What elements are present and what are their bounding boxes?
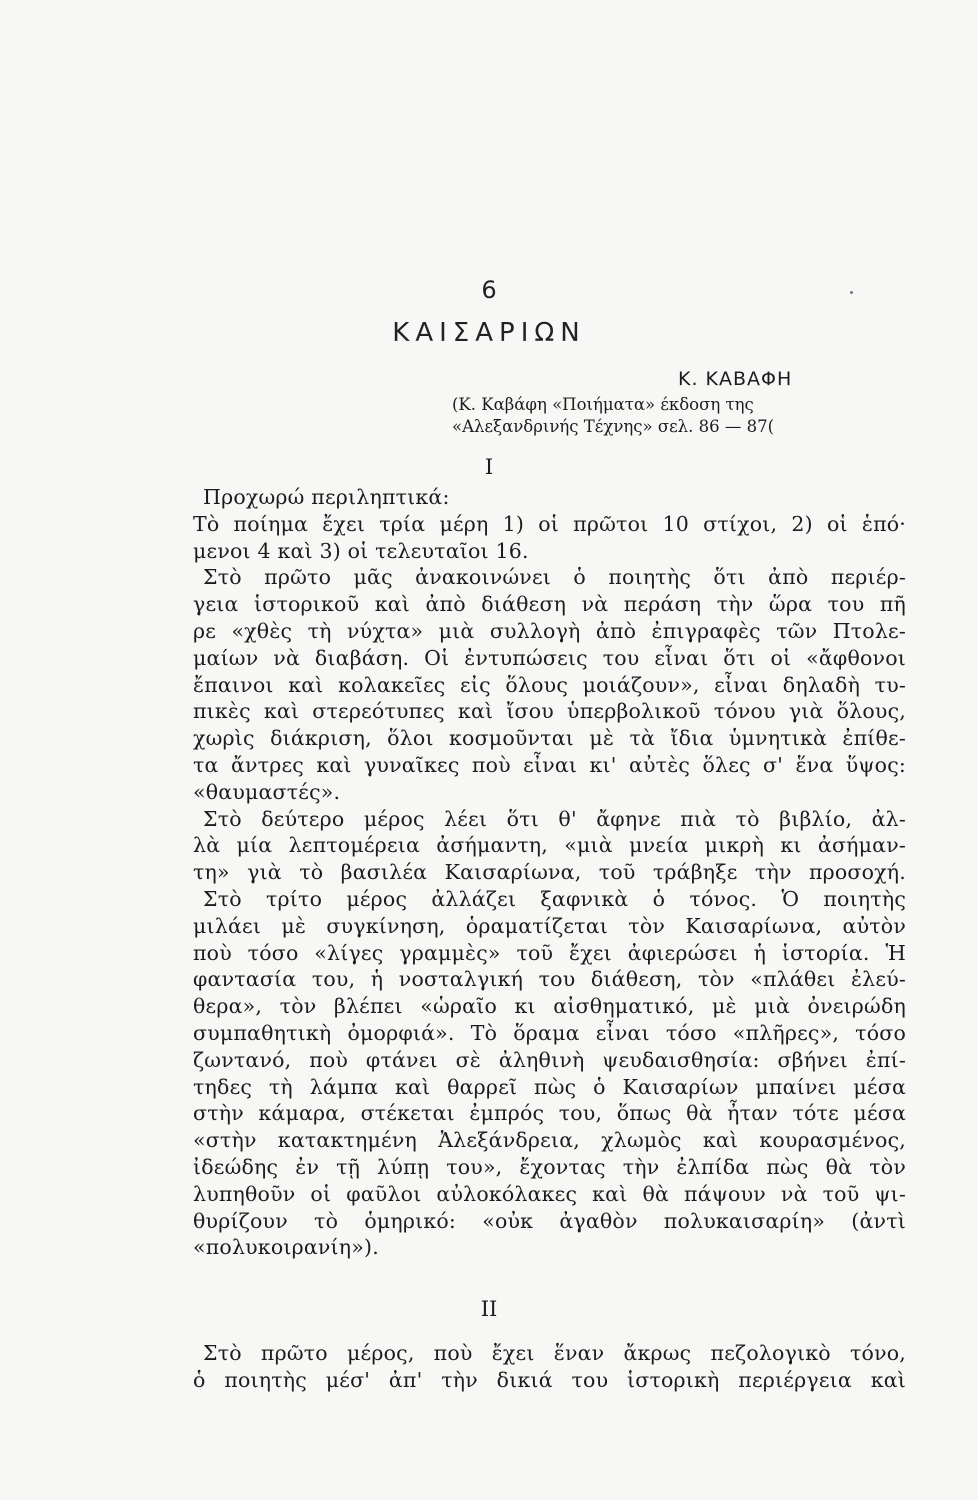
text-line: πικὲς καὶ στερεότυπες καὶ ἴσου ὑπερβολικοῦ τόνου γιὰ ὅλους, xyxy=(193,699,906,724)
text-line: ρε «χθὲς τὴ νύχτα» μιὰ συλλογὴ ἀπὸ ἐπιγραφὲς τῶν Πτολε- xyxy=(193,618,906,643)
text-line: Στὸ τρίτο μέρος ἀλλάζει ξαφνικὰ ὁ τόνος. Ὁ ποιητὴς xyxy=(203,886,906,911)
text-line: λὰ μία λεπτομέρεια ἀσήμαντη, «μιὰ μνεία μικρὴ κι ἀσήμαν- xyxy=(193,833,906,858)
text-line: μιλάει μὲ συγκίνηση, ὁραματίζεται τὸν Καισαρίωνα, αὐτὸν xyxy=(193,913,906,938)
text-line: τη» γιὰ τὸ βασιλέα Καισαρίωνα, τοῦ τράβηξε τὴν προσοχή. xyxy=(193,860,906,885)
text-line: ἔπαινοι καὶ κολακεῖες εἰς ὅλους μοιάζουν», εἶναι δηλαδὴ τυ- xyxy=(193,672,906,697)
text-line: στὴν κάμαρα, στέκεται ἐμπρός του, ὅπως θὰ ἦταν τότε μέσα xyxy=(193,1101,906,1126)
source-line: «Αλεξανδρινής Τέχνης» σελ. 86 — 87( xyxy=(452,417,775,436)
text-line: ἰδεώδης ἐν τῇ λύπῃ του», ἔχοντας τὴν ἐλπίδα πὼς θὰ τὸν xyxy=(193,1154,906,1179)
text-line: τηδες τὴ λάμπα καὶ θαρρεῖ πὼς ὁ Καισαρίων μπαίνει μέσα xyxy=(193,1074,906,1099)
section-2-text xyxy=(193,1340,906,1394)
text-line: ὁ ποιητὴς μέσ' ἀπ' τὴν δικιά του ἱστορικὴ περιέργεια καὶ xyxy=(193,1367,906,1392)
text-line: «στὴν κατακτημένη Ἀλεξάνδρεια, χλωμὸς καὶ κουρασμένος, xyxy=(193,1128,906,1153)
text-line: ποὺ τόσο «λίγες γραμμὲς» τοῦ ἔχει ἀφιερώσει ἡ ἱστορία. Ἡ xyxy=(193,940,906,965)
text-line: φαντασία του, ἡ νοσταλγική του διάθεση, τὸν «πλάθει ἐλεύ- xyxy=(193,967,906,992)
text-line: Στὸ πρῶτο μέρος, ποὺ ἔχει ἕναν ἄκρως πεζολογικὸ τόνο, xyxy=(203,1341,906,1365)
text-line: Στὸ πρῶτο μᾶς ἀνακοινώνει ὁ ποιητὴς ὅτι ἀπὸ περιέρ- xyxy=(203,565,906,590)
text-line: Τὸ ποίημα ἔχει τρία μέρη 1) οἱ πρῶτοι 10 στίχοι, 2) οἱ ἑπό· xyxy=(193,511,906,536)
text-line: «θαυμαστές». xyxy=(193,779,341,804)
text-line: Προχωρώ περιληπτικά: xyxy=(203,485,450,509)
source-line: (Κ. Καβάφη «Ποιήματα» έκδοση της xyxy=(452,395,754,414)
text-line: λυπηθοῦν οἱ φαῦλοι αὐλοκόλακες καὶ θὰ πάψουν νὰ τοῦ ψι- xyxy=(193,1181,906,1206)
author-name: Κ. ΚΑΒΑΦΗ xyxy=(678,368,793,390)
text-line: τα ἄντρες καὶ γυναῖκες ποὺ εἶναι κι' αὐτὲς ὅλες σ' ἕνα ὕψος: xyxy=(193,752,906,777)
text-line: γεια ἱστορικοῦ καὶ ἀπὸ διάθεση νὰ περάση τὴν ὥρα του πῆ xyxy=(193,592,906,617)
source-citation xyxy=(452,394,902,438)
text-line: χωρὶς διάκριση, ὅλοι κοσμοῦνται μὲ τὰ ἴδια ὑμνητικὰ ἐπίθε- xyxy=(193,726,906,751)
text-line: ζωντανό, ποὺ φτάνει σὲ ἀληθινὴ ψευδαισθησία: σβήνει ἐπί- xyxy=(193,1047,906,1072)
section-numeral-1: Ι xyxy=(484,455,494,479)
section-numeral-2: ΙΙ xyxy=(480,1297,498,1321)
page-title: ΚΑΙΣΑΡΙΩΝ xyxy=(392,318,586,348)
text-line: συμπαθητικὴ ὀμορφιά». Τὸ ὅραμα εἶναι τόσο «πλῆρες», τόσο xyxy=(193,1020,906,1045)
text-line: θυρίζουν τὸ ὁμηρικό: «οὐκ ἀγαθὸν πολυκαισαρίη» (ἀντὶ xyxy=(193,1208,906,1233)
text-line: «πολυκοιρανίη»). xyxy=(193,1235,379,1260)
page-number: 6 xyxy=(481,276,497,304)
section-1-text xyxy=(193,484,906,1261)
text-line: μαίων νὰ διαβάση. Οἱ ἐντυπώσεις του εἶναι ὅτι οἱ «ἄφθονοι xyxy=(193,645,906,670)
text-line: θερα», τὸν βλέπει «ὡραῖο κι αἰσθηματικό, μὲ μιὰ ὀνειρώδη xyxy=(193,994,906,1019)
text-line: Στὸ δεύτερο μέρος λέει ὅτι θ' ἄφηνε πιὰ τὸ βιβλίο, ἀλ- xyxy=(203,806,906,831)
text-line: μενοι 4 καὶ 3) οἱ τελευταῖοι 16. xyxy=(193,538,529,563)
